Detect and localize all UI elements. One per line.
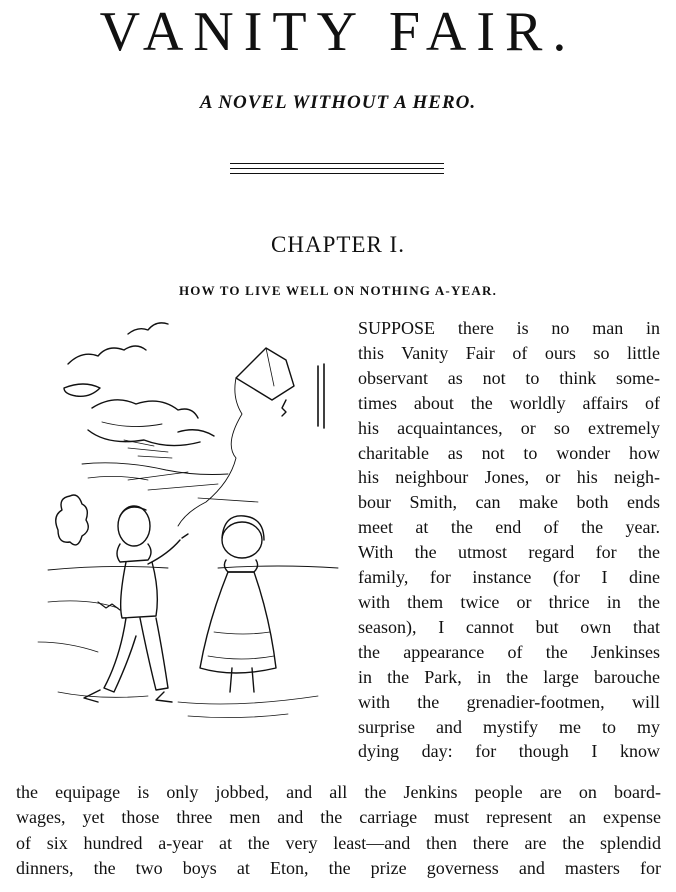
- text-line: this Vanity Fair of ours so little: [358, 342, 660, 363]
- text-line: with the grenadier-footmen, will: [358, 691, 660, 712]
- full-width-paragraph: [16, 780, 661, 881]
- text-line: of six hundred a-year at the very least—and then there are the splendid: [16, 832, 661, 853]
- text-line: dinners, the two boys at Eton, the prize governess and masters for: [16, 857, 661, 878]
- book-subtitle: A NOVEL WITHOUT A HERO.: [199, 92, 477, 113]
- text-line: With the utmost regard for the: [358, 542, 660, 563]
- book-title: VANITY FAIR.: [99, 1, 577, 63]
- text-line: times about the worldly affairs of: [358, 392, 660, 413]
- text-line: family, for instance (for I dine: [358, 567, 660, 588]
- text-line: in the Park, in the large barouche: [358, 666, 660, 687]
- text-line: his acquaintances, or so extremely: [358, 417, 660, 438]
- text-line: his neighbour Jones, or his neigh-: [358, 467, 660, 488]
- text-line: with them twice or thrice in the: [358, 591, 660, 612]
- opening-paragraph-column: [358, 316, 660, 764]
- text-line: the equipage is only jobbed, and all the Jenkins people are on board-: [16, 782, 661, 802]
- text-line: charitable as not to wonder how: [358, 442, 660, 463]
- ornamental-rule-middle: [230, 168, 444, 169]
- text-line: surprise and mystify me to my: [358, 716, 660, 737]
- ornamental-rule-bottom: [230, 173, 444, 174]
- text-line: season), I cannot but own that: [358, 616, 660, 637]
- text-line: dying day: for though I know: [358, 741, 660, 762]
- text-line: SUPPOSE there is no man in: [358, 318, 660, 338]
- text-line: wages, yet those three men and the carriage must represent an expense: [16, 807, 661, 828]
- children-flying-kite-illustration: [28, 312, 346, 732]
- chapter-subtitle: HOW TO LIVE WELL ON NOTHING A-YEAR.: [178, 283, 498, 298]
- text-line: meet at the end of the year.: [358, 517, 660, 538]
- text-line: observant as not to think some-: [358, 367, 660, 388]
- text-line: the appearance of the Jenkinses: [358, 641, 660, 662]
- text-line: bour Smith, can make both ends: [358, 492, 660, 513]
- ornamental-rule-top: [230, 163, 444, 164]
- chapter-heading: CHAPTER I.: [271, 232, 405, 257]
